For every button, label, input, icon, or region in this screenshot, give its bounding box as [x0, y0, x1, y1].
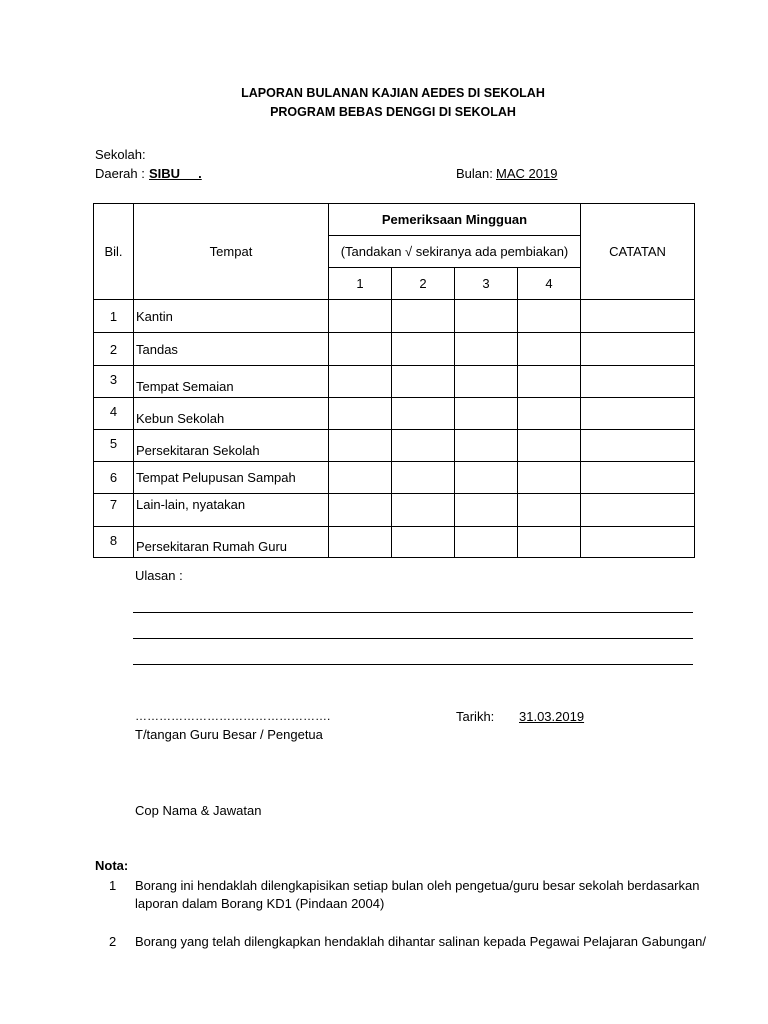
- row-number: 8: [94, 527, 134, 558]
- row-number: 1: [94, 300, 134, 333]
- table-row: [94, 527, 695, 558]
- bulan-value: MAC 2019: [496, 166, 558, 181]
- header-catatan: CATATAN: [581, 204, 695, 300]
- nota-item-text: Borang yang telah dilengkapkan hendaklah dihantar salinan kepada Pegawai Pelajaran Gabungan/: [135, 934, 706, 949]
- form-title-line2: PROGRAM BEBAS DENGGI DI SEKOLAH: [270, 105, 516, 119]
- check-cell[interactable]: [392, 462, 455, 494]
- catatan-cell[interactable]: [581, 430, 695, 462]
- row-place: Persekitaran Sekolah: [134, 430, 329, 462]
- row-number: 6: [94, 462, 134, 494]
- check-cell[interactable]: [455, 527, 518, 558]
- row-place: Tempat Semaian: [134, 366, 329, 398]
- form-title-line1: LAPORAN BULANAN KAJIAN AEDES DI SEKOLAH: [241, 86, 545, 100]
- check-cell[interactable]: [455, 398, 518, 430]
- check-cell[interactable]: [455, 462, 518, 494]
- check-cell[interactable]: [455, 366, 518, 398]
- check-cell[interactable]: [518, 430, 581, 462]
- week-3-header: 3: [455, 268, 518, 300]
- nota-item-text: laporan dalam Borang KD1 (Pindaan 2004): [135, 896, 385, 911]
- sekolah-label: Sekolah:: [95, 147, 146, 162]
- header-tempat: Tempat: [134, 204, 329, 300]
- inspection-table: [93, 203, 695, 558]
- table-row: [94, 430, 695, 462]
- row-number: 4: [94, 398, 134, 430]
- check-cell[interactable]: [518, 333, 581, 366]
- table-row: [94, 494, 695, 527]
- check-cell[interactable]: [518, 494, 581, 527]
- row-place: Tandas: [134, 333, 329, 366]
- row-place: Kantin: [134, 300, 329, 333]
- check-cell[interactable]: [518, 462, 581, 494]
- check-cell[interactable]: [392, 300, 455, 333]
- row-place: Lain-lain, nyatakan: [134, 494, 329, 527]
- daerah-label: Daerah :: [95, 166, 145, 181]
- check-cell[interactable]: [455, 333, 518, 366]
- check-cell[interactable]: [455, 494, 518, 527]
- check-cell[interactable]: [329, 333, 392, 366]
- check-cell[interactable]: [329, 527, 392, 558]
- nota-item-number: 2: [109, 934, 117, 949]
- table-row: [94, 333, 695, 366]
- catatan-cell[interactable]: [581, 462, 695, 494]
- bulan-label: Bulan:: [456, 166, 493, 181]
- check-cell[interactable]: [392, 366, 455, 398]
- check-cell[interactable]: [329, 300, 392, 333]
- week-2-header: 2: [392, 268, 455, 300]
- check-cell[interactable]: [392, 398, 455, 430]
- catatan-cell[interactable]: [581, 398, 695, 430]
- table-row: [94, 300, 695, 333]
- ulasan-line[interactable]: [133, 664, 693, 665]
- week-1-header: 1: [329, 268, 392, 300]
- catatan-cell[interactable]: [581, 300, 695, 333]
- check-cell[interactable]: [329, 462, 392, 494]
- check-cell[interactable]: [329, 430, 392, 462]
- daerah-value: SIBU .: [149, 166, 202, 181]
- signature-dots: ………………………………………….: [135, 709, 331, 723]
- row-number: 3: [94, 366, 134, 398]
- header-tandakan: (Tandakan √ sekiranya ada pembiakan): [329, 236, 581, 268]
- check-cell[interactable]: [518, 398, 581, 430]
- nota-item-text: Borang ini hendaklah dilengkapisikan setiap bulan oleh pengetua/guru besar sekolah berdasarkan: [135, 878, 700, 893]
- check-cell[interactable]: [518, 366, 581, 398]
- catatan-cell[interactable]: [581, 527, 695, 558]
- check-cell[interactable]: [392, 333, 455, 366]
- check-cell[interactable]: [392, 494, 455, 527]
- row-number: 2: [94, 333, 134, 366]
- cop-label: Cop Nama & Jawatan: [135, 803, 262, 818]
- nota-heading: Nota:: [95, 858, 129, 873]
- table-row: [94, 366, 695, 398]
- row-number: 5: [94, 430, 134, 462]
- catatan-cell[interactable]: [581, 333, 695, 366]
- check-cell[interactable]: [392, 527, 455, 558]
- check-cell[interactable]: [329, 366, 392, 398]
- catatan-cell[interactable]: [581, 366, 695, 398]
- check-cell[interactable]: [455, 300, 518, 333]
- week-4-header: 4: [518, 268, 581, 300]
- ulasan-label: Ulasan :: [135, 568, 183, 583]
- header-bil: Bil.: [94, 204, 134, 300]
- header-pemeriksaan: Pemeriksaan Mingguan: [329, 204, 581, 236]
- table-header-row: [94, 204, 695, 236]
- table-row: [94, 398, 695, 430]
- check-cell[interactable]: [455, 430, 518, 462]
- row-place: Kebun Sekolah: [134, 398, 329, 430]
- check-cell[interactable]: [392, 430, 455, 462]
- check-cell[interactable]: [329, 398, 392, 430]
- row-number: 7: [94, 494, 134, 527]
- nota-item-number: 1: [109, 878, 117, 893]
- check-cell[interactable]: [518, 300, 581, 333]
- tarikh-value: 31.03.2019: [519, 709, 585, 724]
- table-row: [94, 462, 695, 494]
- catatan-cell[interactable]: [581, 494, 695, 527]
- row-place: Persekitaran Rumah Guru: [134, 527, 329, 558]
- ulasan-line[interactable]: [133, 638, 693, 639]
- check-cell[interactable]: [518, 527, 581, 558]
- signature-label: T/tangan Guru Besar / Pengetua: [135, 727, 323, 742]
- check-cell[interactable]: [329, 494, 392, 527]
- tarikh-label: Tarikh:: [456, 709, 495, 724]
- ulasan-line[interactable]: [133, 612, 693, 613]
- row-place: Tempat Pelupusan Sampah: [134, 462, 329, 494]
